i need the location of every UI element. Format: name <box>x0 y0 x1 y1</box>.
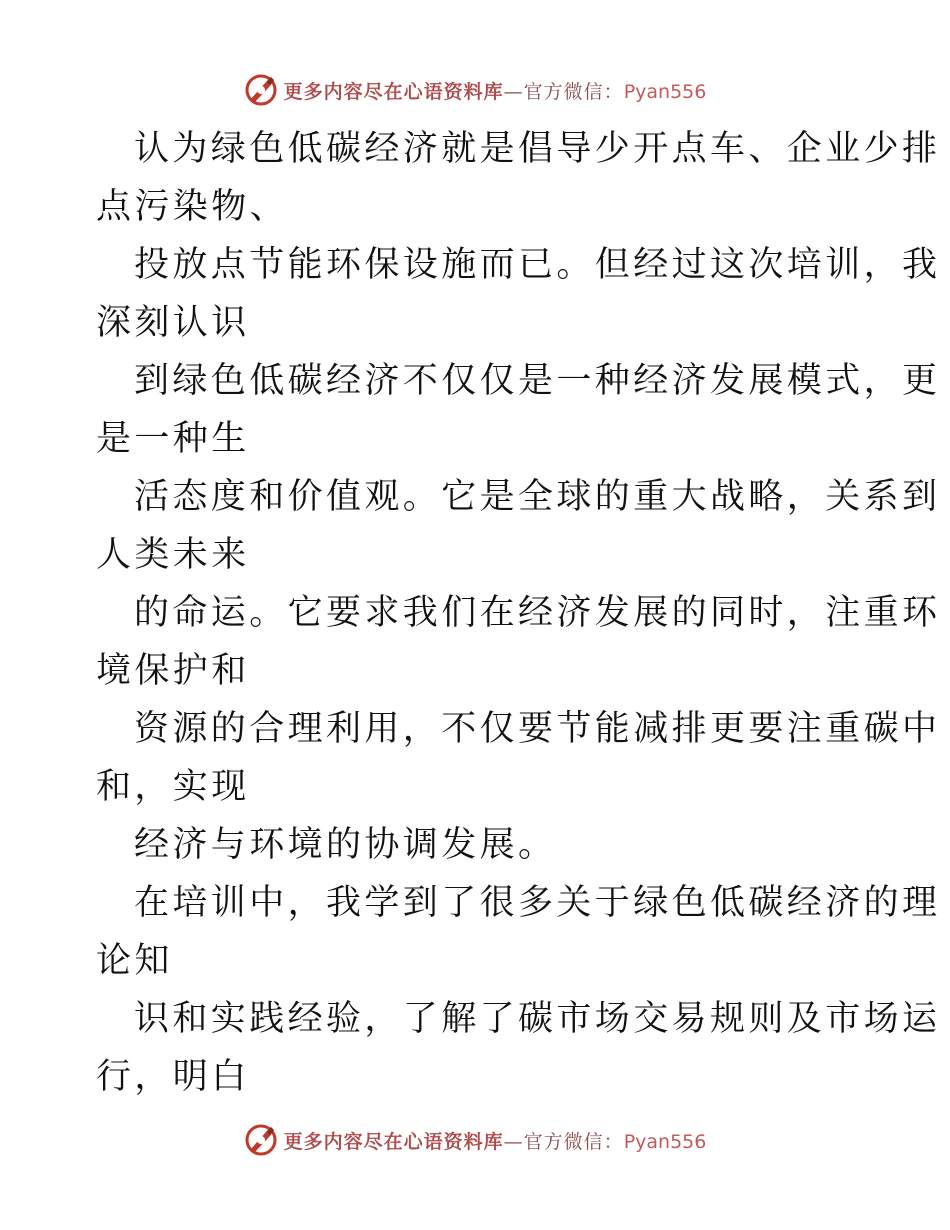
paragraph-line: 行，明白 <box>96 1057 250 1097</box>
paragraph-line: 在培训中，我学到了很多关于绿色低碳经济的理 <box>134 883 941 923</box>
paragraph-line: 到绿色低碳经济不仅仅是一种经济发展模式，更 <box>134 361 941 401</box>
footer-banner-sep: —官方微信： <box>503 1130 624 1153</box>
paragraph-line: 资源的合理利用，不仅要节能减排更要注重碳中 <box>134 709 941 749</box>
header-banner-main: 更多内容尽在心语资料库 <box>283 80 504 103</box>
paragraph-line: 活态度和价值观。它是全球的重大战略，关系到 <box>134 477 941 517</box>
footer-banner-id: Pyan556 <box>623 1130 707 1153</box>
paragraph-line: 的命运。它要求我们在经济发展的同时，注重环 <box>134 593 941 633</box>
header-banner-text <box>284 77 707 104</box>
footer-banner-main: 更多内容尽在心语资料库 <box>283 1130 504 1153</box>
header-watermark-banner <box>0 70 950 110</box>
paragraph-line: 境保护和 <box>96 651 250 691</box>
pen-logo-icon <box>244 73 278 107</box>
paragraph-line: 深刻认识 <box>96 303 250 343</box>
pen-logo-icon <box>244 1123 278 1157</box>
paragraph-line: 经济与环境的协调发展。 <box>134 825 557 865</box>
header-banner-sep: —官方微信： <box>503 80 624 103</box>
paragraph-line: 和，实现 <box>96 767 250 807</box>
paragraph-line: 识和实践经验，了解了碳市场交易规则及市场运 <box>134 999 941 1039</box>
header-banner-id: Pyan556 <box>623 80 707 103</box>
paragraph-line: 人类未来 <box>96 535 250 575</box>
document-body <box>96 120 941 1106</box>
paragraph-line: 是一种生 <box>96 419 250 459</box>
paragraph-line: 点污染物、 <box>96 187 289 227</box>
footer-watermark-banner <box>0 1120 950 1160</box>
footer-banner-text <box>284 1127 707 1154</box>
paragraph-line: 论知 <box>96 941 173 981</box>
paragraph-line: 投放点节能环保设施而已。但经过这次培训，我 <box>134 245 941 285</box>
paragraph-line: 认为绿色低碳经济就是倡导少开点车、企业少排 <box>134 129 941 169</box>
